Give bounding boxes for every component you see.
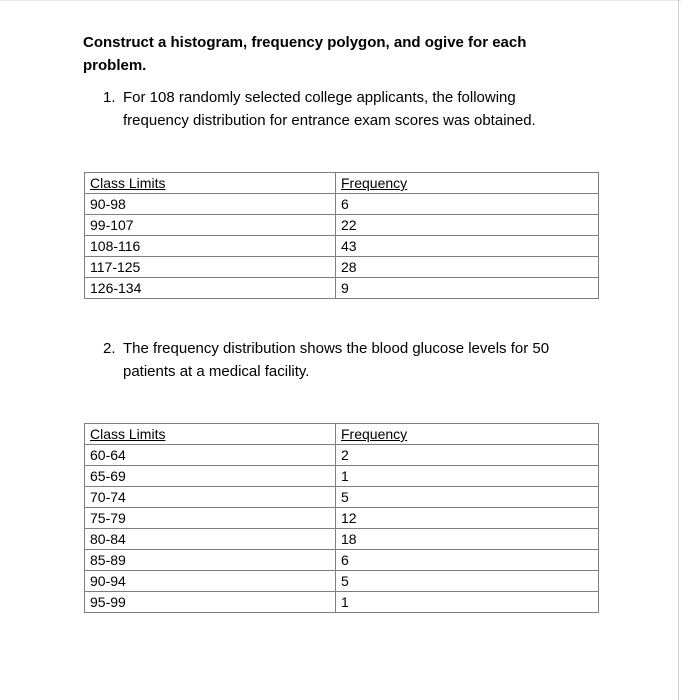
table-row [85, 529, 599, 550]
table-row [85, 571, 599, 592]
frequency-cell: 6 [336, 194, 599, 215]
class-limits-cell: 117-125 [85, 257, 336, 278]
class-limits-cell: 80-84 [85, 529, 336, 550]
table-row [85, 466, 599, 487]
frequency-cell: 2 [336, 445, 599, 466]
column-header-frequency: Frequency [336, 173, 599, 194]
frequency-cell: 9 [336, 278, 599, 299]
table-row [85, 278, 599, 299]
frequency-table-2 [84, 423, 599, 613]
problem-1-number: 1. [103, 89, 116, 106]
frequency-cell: 5 [336, 487, 599, 508]
class-limits-cell: 126-134 [85, 278, 336, 299]
frequency-cell: 28 [336, 257, 599, 278]
class-limits-cell: 75-79 [85, 508, 336, 529]
class-limits-cell: 85-89 [85, 550, 336, 571]
frequency-table-1 [84, 172, 599, 299]
frequency-cell: 1 [336, 592, 599, 613]
table-header-row [85, 424, 599, 445]
class-limits-cell: 90-98 [85, 194, 336, 215]
class-limits-cell: 108-116 [85, 236, 336, 257]
class-limits-cell: 90-94 [85, 571, 336, 592]
frequency-cell: 1 [336, 466, 599, 487]
frequency-cell: 12 [336, 508, 599, 529]
frequency-cell: 18 [336, 529, 599, 550]
problem-2-line-1: The frequency distribution shows the blood glucose levels for 50 [123, 340, 550, 357]
class-limits-cell: 95-99 [85, 592, 336, 613]
table-row [85, 215, 599, 236]
page-top-edge [0, 0, 681, 1]
table-header-row [85, 173, 599, 194]
frequency-cell: 6 [336, 550, 599, 571]
class-limits-cell: 99-107 [85, 215, 336, 236]
class-limits-cell: 65-69 [85, 466, 336, 487]
table-row [85, 445, 599, 466]
problem-2 [103, 337, 603, 383]
table-row [85, 550, 599, 571]
problem-1 [103, 86, 603, 132]
column-header-class-limits: Class Limits [85, 424, 336, 445]
problem-2-number: 2. [103, 340, 116, 357]
column-header-frequency: Frequency [336, 424, 599, 445]
class-limits-cell: 70-74 [85, 487, 336, 508]
class-limits-cell: 60-64 [85, 445, 336, 466]
page-right-edge [678, 0, 679, 700]
table-row [85, 508, 599, 529]
table-row [85, 592, 599, 613]
frequency-cell: 43 [336, 236, 599, 257]
table-row [85, 257, 599, 278]
table-row [85, 487, 599, 508]
problem-1-line-2: frequency distribution for entrance exam scores was obtained. [123, 112, 536, 129]
table-row [85, 194, 599, 215]
problem-2-line-2: patients at a medical facility. [123, 363, 310, 380]
column-header-class-limits: Class Limits [85, 173, 336, 194]
table-row [85, 236, 599, 257]
frequency-cell: 22 [336, 215, 599, 236]
problem-1-line-1: For 108 randomly selected college applicants, the following [123, 89, 516, 106]
frequency-cell: 5 [336, 571, 599, 592]
page-heading: Construct a histogram, frequency polygon, and ogive for each problem. [83, 34, 527, 74]
